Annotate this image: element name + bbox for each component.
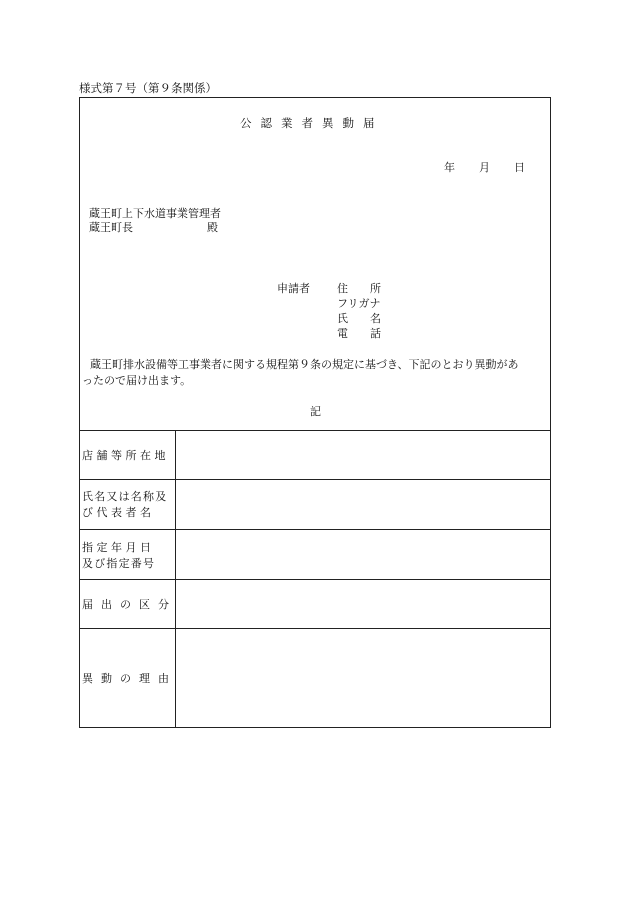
- body-text-line1: 蔵王町排水設備等工事業者に関する規程第９条の規定に基づき、下記のとおり異動があ: [90, 358, 519, 371]
- date-day: 日: [514, 161, 525, 174]
- addressee-line2: 蔵王町長: [89, 221, 133, 234]
- date-year: 年: [444, 161, 455, 174]
- applicant-label: 申請者: [277, 282, 310, 295]
- row-label-reason: 異動の理由: [82, 672, 177, 685]
- value-cell-store-location[interactable]: [176, 431, 550, 479]
- row-label-date-line1: 指 定 年 月 日: [82, 541, 151, 554]
- value-cell-name[interactable]: [176, 480, 550, 529]
- form-number: 様式第７号（第９条関係）: [79, 81, 217, 95]
- row-label-date-line2: 及び指定番号: [82, 557, 156, 570]
- value-cell-reason[interactable]: [176, 629, 550, 726]
- addressee-line1: 蔵王町上下水道事業管理者: [89, 207, 221, 220]
- ki-label: 記: [310, 405, 321, 418]
- form-title: 公認業者異動届: [240, 116, 384, 130]
- row-label-notification-type: 届出の区分: [82, 598, 177, 611]
- applicant-name-label: 氏 名: [337, 312, 381, 325]
- applicant-address-label: 住 所: [337, 282, 381, 295]
- body-text-line2: ったので届け出ます。: [82, 374, 192, 387]
- applicant-phone-label: 電 話: [337, 327, 381, 340]
- date-month: 月: [479, 161, 490, 174]
- row-label-name-line1: 氏名又は名称及: [82, 490, 168, 503]
- value-cell-date[interactable]: [176, 530, 550, 579]
- addressee-honorific: 殿: [207, 221, 218, 234]
- applicant-furigana-label: フリガナ: [337, 297, 381, 310]
- value-cell-notification-type[interactable]: [176, 580, 550, 628]
- row-label-store-location: 店舗等所在地: [82, 449, 169, 462]
- row-label-name-line2: び 代 表 者 名: [82, 506, 151, 519]
